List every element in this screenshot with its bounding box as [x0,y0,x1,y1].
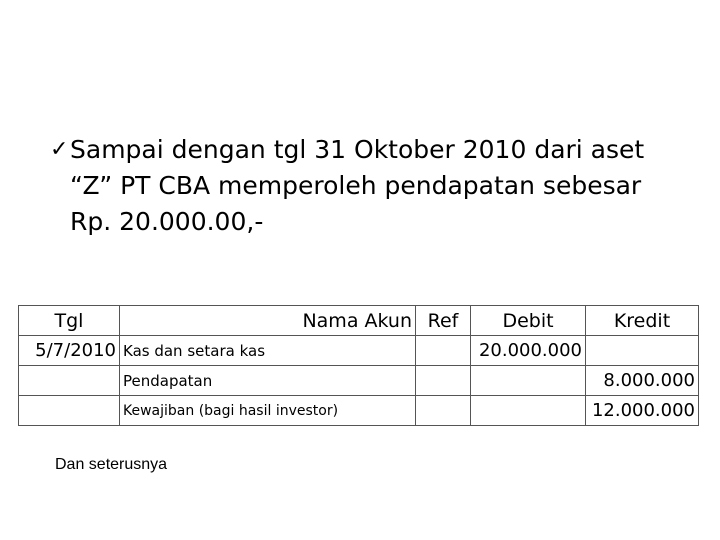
cell-debit [471,366,586,396]
cell-kredit: 12.000.000 [586,396,699,426]
journal-table [18,305,699,426]
bullet-text-line-3: Rp. 20.000.00,- [70,207,264,236]
cell-debit: 20.000.000 [471,336,586,366]
cell-akun: Kas dan setara kas [120,336,416,366]
cell-ref [416,396,471,426]
bullet-text-line-1: Sampai dengan tgl 31 Oktober 2010 dari aset [70,135,645,164]
bullet-block [50,132,690,240]
journal-header-row [19,306,699,336]
checkmark-icon: ✓ [50,137,69,162]
header-kredit: Kredit [586,306,699,336]
cell-kredit: 8.000.000 [586,366,699,396]
header-debit: Debit [471,306,586,336]
header-tgl: Tgl [19,306,120,336]
cell-akun: Kewajiban (bagi hasil investor) [120,396,416,426]
cell-ref [416,366,471,396]
table-row [19,366,699,396]
table-row [19,336,699,366]
header-ref: Ref [416,306,471,336]
cell-tgl [19,366,120,396]
footnote: Dan seterusnya [55,456,168,473]
cell-kredit [586,336,699,366]
header-nama-akun: Nama Akun [120,306,416,336]
cell-ref [416,336,471,366]
bullet-text-line-2: “Z” PT CBA memperoleh pendapatan sebesar [70,171,642,200]
cell-tgl [19,396,120,426]
table-row [19,396,699,426]
cell-akun: Pendapatan [120,366,416,396]
bullet-line-1 [50,132,690,168]
cell-tgl: 5/7/2010 [19,336,120,366]
cell-debit [471,396,586,426]
